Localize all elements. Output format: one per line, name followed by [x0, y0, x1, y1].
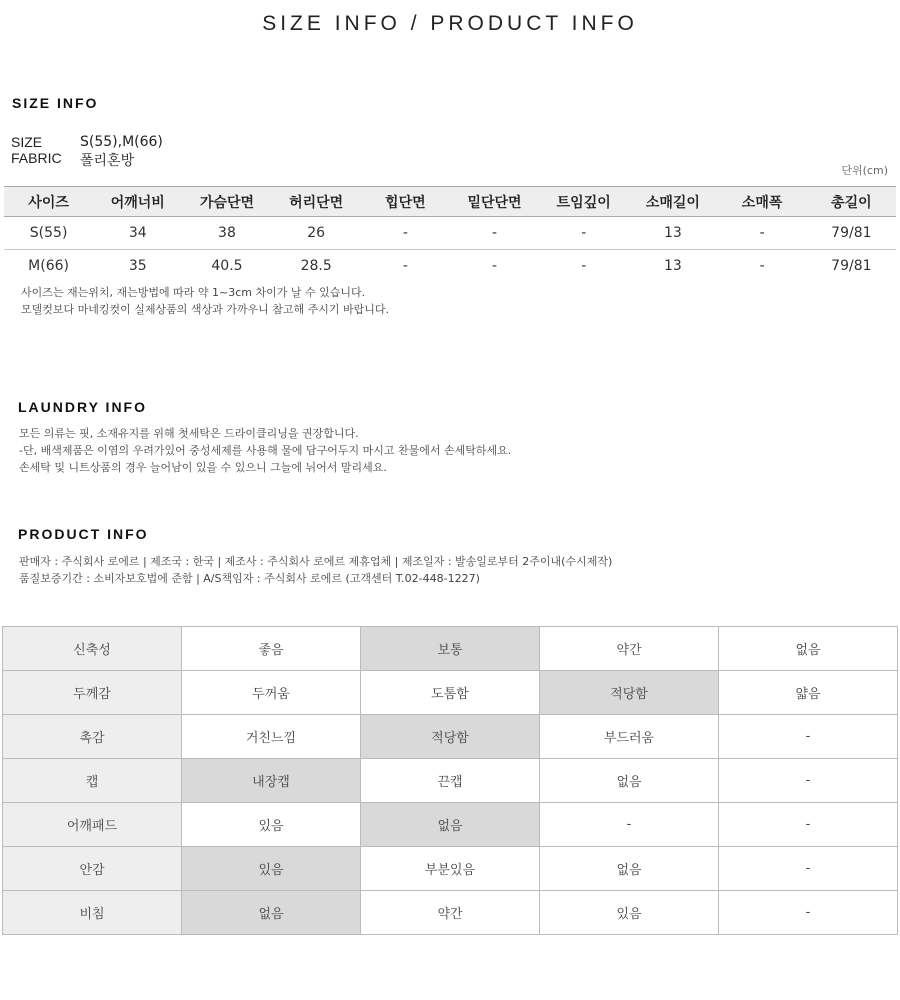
- laundry-notes: [19, 425, 511, 476]
- size-cell: 38: [182, 217, 271, 250]
- attribute-row: [3, 671, 898, 715]
- size-note-line: 모델컷보다 마네킹컷이 실제상품의 색상과 가까우니 참고해 주시기 바랍니다.: [21, 303, 390, 316]
- unit-label: 단위(cm): [841, 164, 888, 177]
- size-cell: -: [402, 258, 408, 274]
- size-col-header: 사이즈: [4, 187, 93, 217]
- size-cell: 79/81: [831, 258, 872, 274]
- laundry-line: 모든 의류는 핏, 소재유지를 위해 첫세탁은 드라이클리닝을 권장합니다.: [19, 427, 359, 440]
- size-col-header: 소매길이: [628, 187, 717, 217]
- attribute-label: 안감: [3, 847, 182, 891]
- laundry-line: 손세탁 및 니트상품의 경우 늘어남이 있을 수 있으니 그늘에 뉘어서 말리세요.: [19, 461, 387, 474]
- product-line: 품질보증기간 : 소비자보호법에 준함 | A/S책임자 : 주식회사 로에르 (고객센터 T.02-448-1227): [19, 572, 480, 585]
- attribute-option-selected: 적당함: [540, 671, 719, 715]
- table-row: [4, 217, 896, 250]
- size-cell: 40.5: [211, 258, 243, 274]
- size-cell: 79/81: [807, 217, 896, 250]
- size-cell: -: [718, 217, 807, 250]
- size-cell: 28.5: [300, 258, 332, 274]
- attribute-option: 얇음: [719, 671, 898, 715]
- attribute-row: [3, 847, 898, 891]
- product-info-heading: PRODUCT INFO: [18, 526, 149, 542]
- size-col-header: 가슴단면: [182, 187, 271, 217]
- size-cell: -: [539, 217, 628, 250]
- attribute-option: 있음: [540, 891, 719, 935]
- attribute-option: -: [719, 803, 898, 847]
- attribute-label: 촉감: [3, 715, 182, 759]
- attribute-option-selected: 없음: [361, 803, 540, 847]
- attribute-option: 없음: [540, 847, 719, 891]
- laundry-line: -단, 배색제품은 이염의 우려가있어 중성세제를 사용해 물에 담구어두지 마시고 찬물에서 손세탁하세요.: [19, 444, 512, 457]
- attribute-row: [3, 803, 898, 847]
- attribute-option: 거친느낌: [182, 715, 361, 759]
- page-title: SIZE INFO / PRODUCT INFO: [262, 12, 638, 35]
- attribute-table: [2, 626, 898, 935]
- attribute-option: -: [719, 891, 898, 935]
- fabric-value: 폴리혼방: [80, 153, 135, 169]
- size-cell: -: [450, 217, 539, 250]
- size-col-header: 허리단면: [272, 187, 361, 217]
- size-col-header: 소매폭: [718, 187, 807, 217]
- attribute-label: 어깨패드: [3, 803, 182, 847]
- size-col-header: 어깨너비: [93, 187, 182, 217]
- attribute-option: 부분있음: [361, 847, 540, 891]
- attribute-label: 두께감: [3, 671, 182, 715]
- fabric-label: FABRIC: [11, 150, 62, 166]
- attribute-option: 없음: [719, 627, 898, 671]
- attribute-option: 도톰함: [361, 671, 540, 715]
- size-notes: [21, 284, 389, 318]
- size-table: [4, 186, 896, 282]
- attribute-option: 좋음: [182, 627, 361, 671]
- attribute-row: [3, 891, 898, 935]
- size-cell: S(55): [4, 217, 93, 250]
- size-cell: M(66): [28, 258, 69, 274]
- size-cell: -: [759, 258, 765, 274]
- size-cell: 34: [93, 217, 182, 250]
- attribute-option: -: [719, 715, 898, 759]
- attribute-option: 두꺼움: [182, 671, 361, 715]
- attribute-option: 있음: [182, 803, 361, 847]
- attribute-option: -: [719, 759, 898, 803]
- size-cell: 13: [628, 217, 717, 250]
- attribute-option: 약간: [540, 627, 719, 671]
- product-line: 판매자 : 주식회사 로에르 | 제조국 : 한국 | 제조사 : 주식회사 로에르 제휴업체 | 제조일자 : 발송일로부터 2주이내(수시제작): [19, 555, 613, 568]
- size-cell: 26: [272, 217, 361, 250]
- attribute-option: 부드러움: [540, 715, 719, 759]
- attribute-row: [3, 759, 898, 803]
- size-col-header: 밑단단면: [450, 187, 539, 217]
- attribute-row: [3, 627, 898, 671]
- attribute-label: 캡: [3, 759, 182, 803]
- size-cell: -: [492, 258, 498, 274]
- size-value: S(55),M(66): [80, 134, 163, 150]
- attribute-option: 약간: [361, 891, 540, 935]
- product-notes: [19, 553, 612, 587]
- table-row: [4, 250, 896, 283]
- attribute-row: [3, 715, 898, 759]
- attribute-option: -: [719, 847, 898, 891]
- attribute-option-selected: 내장캡: [182, 759, 361, 803]
- attribute-option-selected: 보통: [361, 627, 540, 671]
- attribute-option: 없음: [540, 759, 719, 803]
- size-label: SIZE: [11, 134, 43, 150]
- size-cell: 13: [663, 258, 682, 274]
- attribute-option-selected: 적당함: [361, 715, 540, 759]
- attribute-option: -: [540, 803, 719, 847]
- size-table-header-row: [4, 187, 896, 217]
- size-cell: -: [581, 258, 587, 274]
- size-col-header: 힙단면: [361, 187, 450, 217]
- attribute-label: 비침: [3, 891, 182, 935]
- size-cell: -: [361, 217, 450, 250]
- size-info-heading: SIZE INFO: [12, 95, 99, 111]
- attribute-option-selected: 없음: [182, 891, 361, 935]
- attribute-option-selected: 있음: [182, 847, 361, 891]
- size-cell: 35: [128, 258, 147, 274]
- size-col-header: 트임깊이: [539, 187, 628, 217]
- size-note-line: 사이즈는 재는위치, 재는방법에 따라 약 1~3cm 차이가 날 수 있습니다.: [21, 286, 366, 299]
- attribute-option: 끈캡: [361, 759, 540, 803]
- size-col-header: 총길이: [807, 187, 896, 217]
- attribute-label: 신축성: [3, 627, 182, 671]
- laundry-info-heading: LAUNDRY INFO: [18, 399, 147, 415]
